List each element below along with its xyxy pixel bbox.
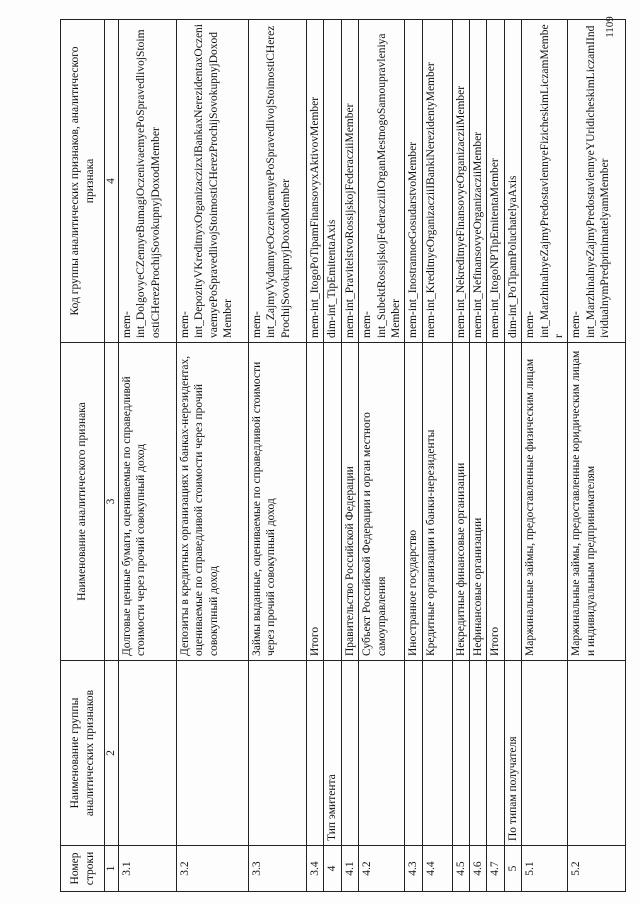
table-row <box>307 20 324 892</box>
row-number: 3.3 <box>249 846 307 892</box>
group-name: По типам получателя <box>504 661 521 846</box>
feature-name: Маржинальные займы, предоставленные физическим лицам <box>522 343 568 661</box>
table-row <box>522 20 568 892</box>
table-row <box>470 20 487 892</box>
feature-code: mem-int_KreditnyeOrganizacziiIBankiNerezidentyMember <box>422 20 452 343</box>
row-number: 4 <box>324 846 341 892</box>
row-number: 3.2 <box>177 846 249 892</box>
table-row <box>359 20 405 892</box>
header-feature-name: Наименование аналитического признака <box>61 343 105 661</box>
column-number: 3 <box>105 343 119 661</box>
feature-code: mem-int_NekreditnyeFinansovyeOrganizacziiMember <box>452 20 469 343</box>
feature-name: Займы выданные, оцениваемые по справедливой стоимости через прочий совокупный доход <box>249 343 307 661</box>
feature-code: mem-int_PravitelstvoRossijskojFederacziiMember <box>341 20 358 343</box>
row-number: 3.4 <box>307 846 324 892</box>
table-body <box>119 20 626 892</box>
feature-name: Нефинансовые организации <box>470 343 487 661</box>
row-number: 4.6 <box>470 846 487 892</box>
column-number: 4 <box>105 20 119 343</box>
group-name <box>307 661 324 846</box>
row-number: 4.1 <box>341 846 358 892</box>
table-row <box>422 20 452 892</box>
group-name <box>359 661 405 846</box>
feature-name: Итого <box>487 343 504 661</box>
feature-code: mem-int_ItogoNPTipEmitentaMember <box>487 20 504 343</box>
row-number: 4.7 <box>487 846 504 892</box>
group-name <box>405 661 422 846</box>
table-row <box>405 20 422 892</box>
feature-code: mem-int_MarzhinalnyeZajmyPredostavlennyeYUridicheskimLiczamIIndividualnymPredprinimatelyamMember <box>568 20 626 343</box>
feature-code: dim-int_PoTipamPoluchatelyaAxis <box>504 20 521 343</box>
row-number: 5.1 <box>522 846 568 892</box>
row-number: 4.4 <box>422 846 452 892</box>
feature-name: Итого <box>307 343 324 661</box>
feature-code: mem-int_InostrannoeGosudarstvoMember <box>405 20 422 343</box>
group-name <box>119 661 177 846</box>
feature-name: Иностранное государство <box>405 343 422 661</box>
table-row <box>324 20 341 892</box>
table-row <box>568 20 626 892</box>
analytics-table <box>60 19 626 892</box>
feature-code: mem-int_DolgovyeCZennyeBumagiOczenivaemyePoSpravedlivojStoimostiCHerezProchijSovokupnyjDoxodMember <box>119 20 177 343</box>
rotated-table-frame <box>60 20 611 892</box>
group-name <box>568 661 626 846</box>
group-name <box>341 661 358 846</box>
feature-name: Долговые ценные бумаги, оцениваемые по справедливой стоимости через прочий совокупный доход <box>119 343 177 661</box>
header-row-number: Номер строки <box>61 846 105 892</box>
feature-name: Некредитные финансовые организации <box>452 343 469 661</box>
feature-name: Маржинальные займы, предоставленные юридическим лицам и индивидуальным предпринимателям <box>568 343 626 661</box>
feature-name: Правительство Российской Федерации <box>341 343 358 661</box>
rotated-table-inner <box>60 20 611 892</box>
header-row <box>61 20 105 892</box>
table-row <box>119 20 177 892</box>
feature-name <box>504 343 521 661</box>
group-name <box>422 661 452 846</box>
group-name <box>452 661 469 846</box>
row-number: 5.2 <box>568 846 626 892</box>
group-name <box>522 661 568 846</box>
column-number-row <box>105 20 119 892</box>
feature-code: dim-int_TipEmitentaAxis <box>324 20 341 343</box>
group-name <box>487 661 504 846</box>
feature-name: Кредитные организации и банки-нерезиденты <box>422 343 452 661</box>
group-name <box>249 661 307 846</box>
table-row <box>249 20 307 892</box>
table-row <box>341 20 358 892</box>
feature-code: mem-int_DepozityVKreditnyxOrganizaczizxIBankaxNerezidentaxOczenivaemyePoSpravedlivojStoimostiCHerezProchijSovokupnyjDoxodMember <box>177 20 249 343</box>
table-row <box>504 20 521 892</box>
table-row <box>452 20 469 892</box>
row-number: 4.2 <box>359 846 405 892</box>
feature-code: mem-int_SubektRossijskojFederacziiIOrganMestnogoSamoupravleniyaMember <box>359 20 405 343</box>
group-name <box>177 661 249 846</box>
feature-code: mem-int_ItogoPoTipamFinansovyxAktivovMember <box>307 20 324 343</box>
feature-name: Депозиты в кредитных организациях и банках-нерезидентах, оцениваемые по справедливой стоимости через прочий совокупный доход <box>177 343 249 661</box>
column-number: 1 <box>105 846 119 892</box>
feature-name: Субъект Российской Федерации и орган местного самоуправления <box>359 343 405 661</box>
row-number: 5 <box>504 846 521 892</box>
table-row <box>487 20 504 892</box>
row-number: 4.5 <box>452 846 469 892</box>
table-row <box>177 20 249 892</box>
feature-code: mem-int_MarzhinalnyeZajmyPredostavlennyeFizicheskimLiczamMember <box>522 20 568 343</box>
feature-code: mem-int_NefinansovyeOrganizacziiMember <box>470 20 487 343</box>
group-name: Тип эмитента <box>324 661 341 846</box>
column-number: 2 <box>105 661 119 846</box>
header-code: Код группы аналитических признаков, аналитического признака <box>61 20 105 343</box>
header-group-name: Наименование группы аналитических признаков <box>61 661 105 846</box>
page-number: 1109 <box>604 16 616 38</box>
feature-name <box>324 343 341 661</box>
row-number: 3.1 <box>119 846 177 892</box>
row-number: 4.3 <box>405 846 422 892</box>
feature-code: mem-int_ZajmyVydannyeOczenivaemyePoSpravedlivojStoimostiCHerezProchijSovokupnyjDoxodMember <box>249 20 307 343</box>
group-name <box>470 661 487 846</box>
